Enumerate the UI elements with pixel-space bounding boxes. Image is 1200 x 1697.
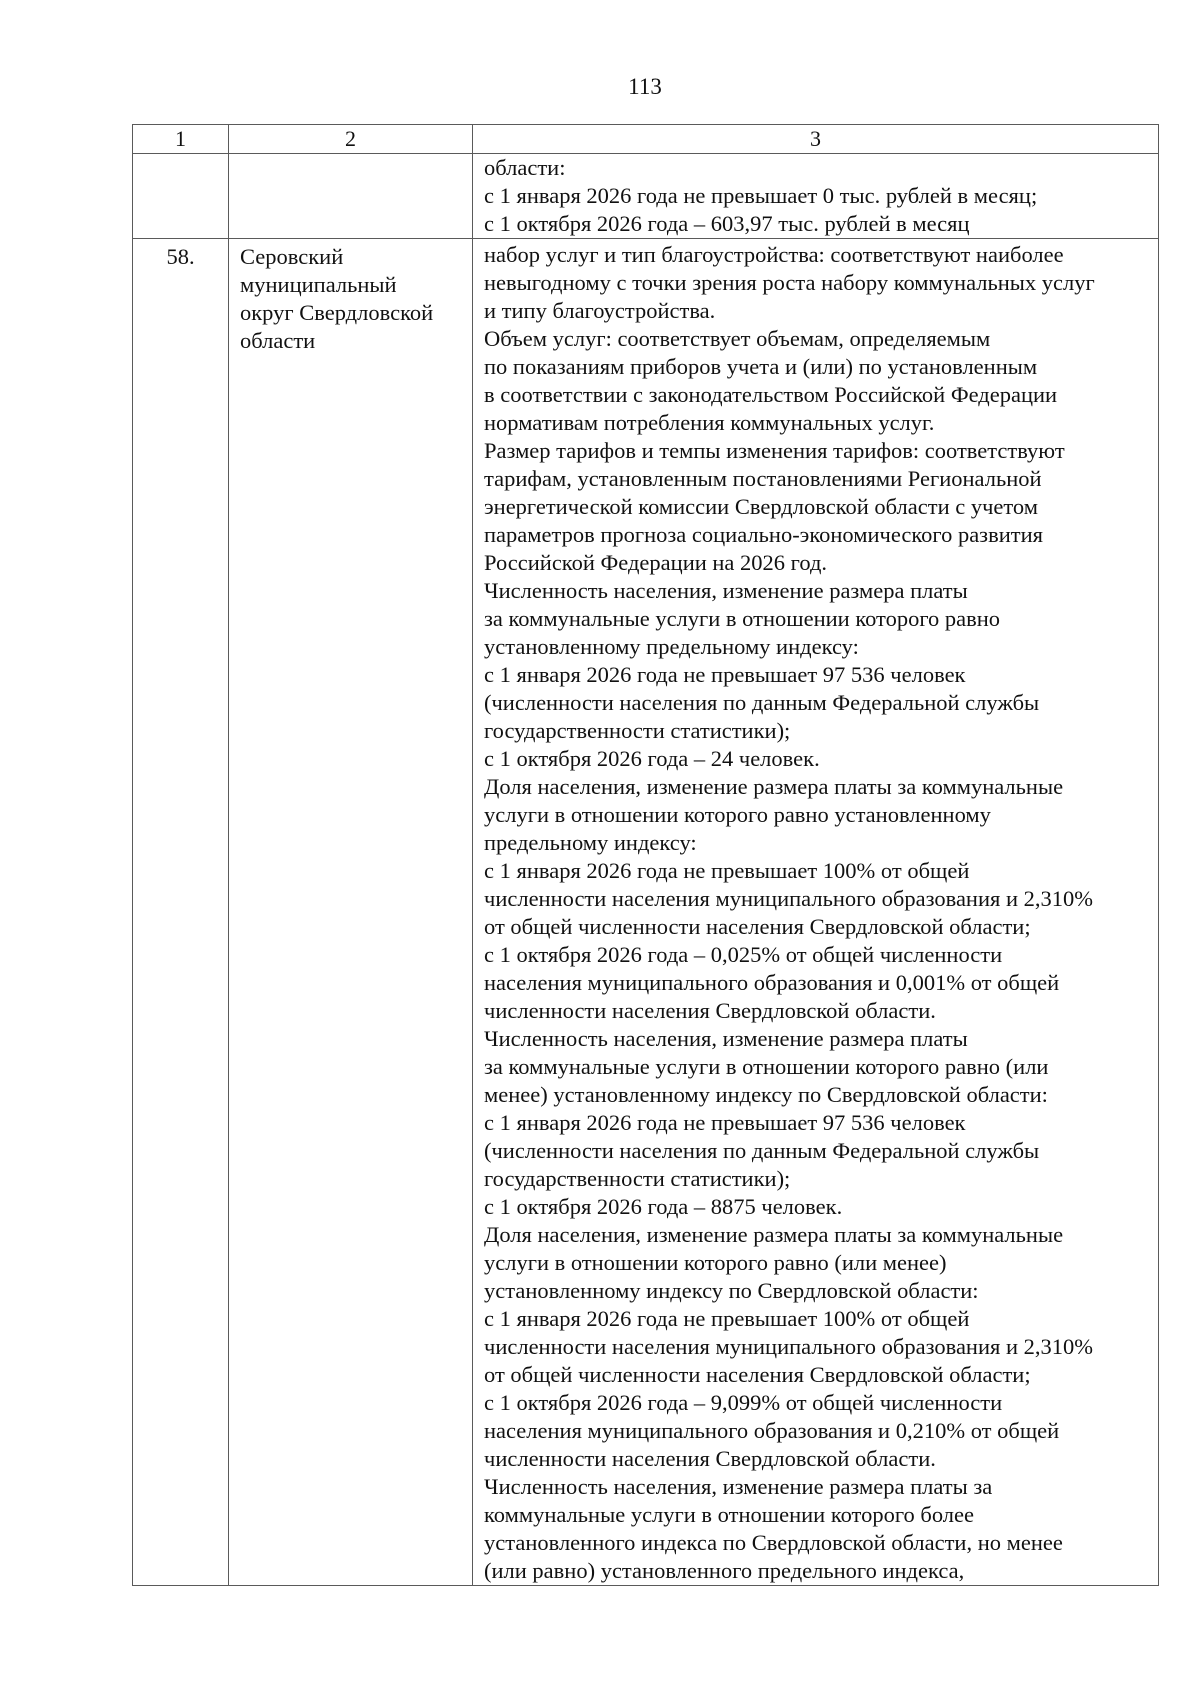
text-line: нормативам потребления коммунальных услуг. [484, 410, 935, 435]
text-line: с 1 января 2026 года не превышает 0 тыс. рублей в месяц; [484, 183, 1038, 208]
column-header: 3 [473, 125, 1159, 154]
text-line: с 1 января 2026 года не превышает 97 536 человек [484, 662, 966, 687]
text-line: от общей численности населения Свердловской области; [484, 1362, 1031, 1387]
text-line: области: [484, 155, 566, 180]
text-line: Численность населения, изменение размера платы за [484, 1474, 993, 1499]
text-line: установленного индекса по Свердловской области, но менее [484, 1530, 1063, 1555]
text-line: набор услуг и тип благоустройства: соответствуют наиболее [484, 242, 1064, 267]
text-line: муниципальный [240, 272, 397, 297]
text-line: Объем услуг: соответствует объемам, определяемым [484, 326, 991, 351]
municipality-name-cell [229, 154, 473, 239]
text-line: Доля населения, изменение размера платы за коммунальные [484, 1222, 1064, 1247]
text-line: с 1 октября 2026 года – 9,099% от общей численности [484, 1390, 1003, 1415]
text-line: с 1 января 2026 года не превышает 97 536 человек [484, 1110, 966, 1135]
text-line: населения муниципального образования и 0,001% от общей [484, 970, 1060, 995]
text-line: (численности населения по данным Федеральной службы [484, 1138, 1040, 1163]
description-cell [473, 239, 1159, 1586]
text-line: с 1 октября 2026 года – 0,025% от общей численности [484, 942, 1003, 967]
text-line: установленному предельному индексу: [484, 634, 859, 659]
text-line: с 1 октября 2026 года – 24 человек. [484, 746, 820, 771]
text-line: численности населения Свердловской области. [484, 1446, 936, 1471]
text-line: услуги в отношении которого равно (или менее) [484, 1250, 947, 1275]
text-line: за коммунальные услуги в отношении которого равно [484, 606, 1001, 631]
text-line: Серовский [240, 244, 344, 269]
table-row-58 [133, 239, 1159, 1586]
row-number-cell: 58. [133, 239, 229, 1586]
text-line: услуги в отношении которого равно установленному [484, 802, 991, 827]
text-line: Российской Федерации на 2026 год. [484, 550, 828, 575]
page-number: 113 [628, 74, 662, 99]
text-line: государственности статистики); [484, 1166, 791, 1191]
text-line: энергетической комиссии Свердловской области с учетом [484, 494, 1038, 519]
text-line: Численность населения, изменение размера платы [484, 1026, 968, 1051]
municipality-name-cell [229, 239, 473, 1586]
text-line: установленному индексу по Свердловской области: [484, 1278, 979, 1303]
row-number-cell [133, 154, 229, 239]
document-table [132, 124, 1159, 1586]
text-line: с 1 января 2026 года не превышает 100% от общей [484, 858, 970, 883]
table-header-row [133, 125, 1159, 154]
text-line: с 1 октября 2026 года – 8875 человек. [484, 1194, 843, 1219]
text-line: и типу благоустройства. [484, 298, 716, 323]
text-line: коммунальные услуги в отношении которого более [484, 1502, 974, 1527]
text-line: Доля населения, изменение размера платы за коммунальные [484, 774, 1064, 799]
table-row-continuation [133, 154, 1159, 239]
text-line: численности населения Свердловской области. [484, 998, 936, 1023]
text-line: (или равно) установленного предельного индекса, [484, 1558, 965, 1583]
column-header: 2 [229, 125, 473, 154]
column-header: 1 [133, 125, 229, 154]
text-line: по показаниям приборов учета и (или) по установленным [484, 354, 1038, 379]
text-line: с 1 октября 2026 года – 603,97 тыс. рублей в месяц [484, 211, 970, 236]
text-line: государственности статистики); [484, 718, 791, 743]
text-line: предельному индексу: [484, 830, 697, 855]
text-line: за коммунальные услуги в отношении которого равно (или [484, 1054, 1049, 1079]
text-line: в соответствии с законодательством Российской Федерации [484, 382, 1058, 407]
text-line: (численности населения по данным Федеральной службы [484, 690, 1040, 715]
text-line: Численность населения, изменение размера платы [484, 578, 968, 603]
text-line: менее) установленному индексу по Свердловской области: [484, 1082, 1048, 1107]
text-line: области [240, 328, 316, 353]
text-line: численности населения муниципального образования и 2,310% [484, 886, 1094, 911]
text-line: Размер тарифов и темпы изменения тарифов: соответствуют [484, 438, 1065, 463]
description-cell [473, 154, 1159, 239]
text-line: от общей численности населения Свердловской области; [484, 914, 1031, 939]
text-line: невыгодному с точки зрения роста набору коммунальных услуг [484, 270, 1095, 295]
text-line: численности населения муниципального образования и 2,310% [484, 1334, 1094, 1359]
text-line: с 1 января 2026 года не превышает 100% от общей [484, 1306, 970, 1331]
text-line: параметров прогноза социально-экономического развития [484, 522, 1043, 547]
text-line: населения муниципального образования и 0,210% от общей [484, 1418, 1060, 1443]
text-line: округ Свердловской [240, 300, 434, 325]
text-line: тарифам, установленным постановлениями Региональной [484, 466, 1042, 491]
